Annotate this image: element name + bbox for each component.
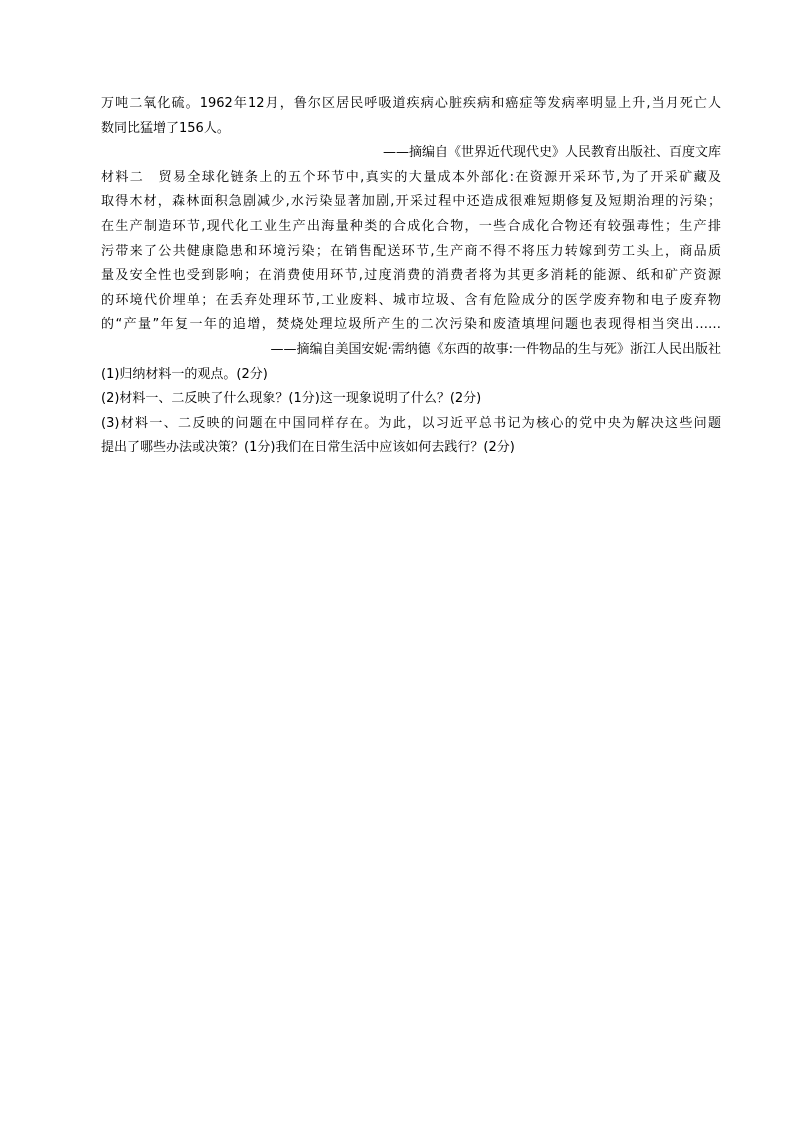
material2-line-7: 的“产量”年复一年的追增，焚烧处理垃圾所产生的二次污染和废渣填埋问题也表现得相当突出…… xyxy=(101,317,721,333)
question-1: (1)归纳材料一的观点。(2分) xyxy=(101,366,268,382)
material2-line-3: 在生产制造环节,现代化工业生产出海量种类的合成化合物，一些合成化合物还有较强毒性；生产排 xyxy=(101,218,721,234)
question-3-line-2: 提出了哪些办法或决策？(1分)我们在日常生活中应该如何去践行？(2分) xyxy=(101,440,515,456)
material2-line-2: 取得木材，森林面积急剧减少,水污染显著加剧,开采过程中还造成很难短期修复及短期治理的污染； xyxy=(101,194,721,210)
material1-source: ——摘编自《世界近代现代史》人民教育出版社、百度文库 xyxy=(382,145,721,161)
document-body xyxy=(101,92,721,461)
material2-line-1: 材料二 贸易全球化链条上的五个环节中,真实的大量成本外部化:在资源开采环节,为了开采矿藏及 xyxy=(101,169,721,185)
question-3-line-1: (3)材料一、二反映的问题在中国同样存在。为此，以习近平总书记为核心的党中央为解决这些问题 xyxy=(101,415,721,431)
material1-line-1: 万吨二氧化硫。1962年12月，鲁尔区居民呼吸道疾病心脏疾病和癌症等发病率明显上升,当月死亡人 xyxy=(101,96,721,111)
material2-line-6: 的环境代价埋单；在丢弃处理环节,工业废料、城市垃圾、含有危险成分的医学废弃物和电子废弃物 xyxy=(101,292,721,308)
material1-line-2: 数同比猛增了156人。 xyxy=(101,120,230,136)
material2-line-5: 量及安全性也受到影响；在消费使用环节,过度消费的消费者将为其更多消耗的能源、纸和矿产资源 xyxy=(101,268,721,284)
material2-source: ——摘编自美国安妮·需纳德《东西的故事:一件物品的生与死》浙江人民出版社 xyxy=(270,341,721,357)
material2-line-4: 污带来了公共健康隐患和环境污染；在销售配送环节,生产商不得不将压力转嫁到劳工头上，商品质 xyxy=(101,243,721,259)
question-2: (2)材料一、二反映了什么现象？(1分)这一现象说明了什么？(2分) xyxy=(101,391,482,407)
